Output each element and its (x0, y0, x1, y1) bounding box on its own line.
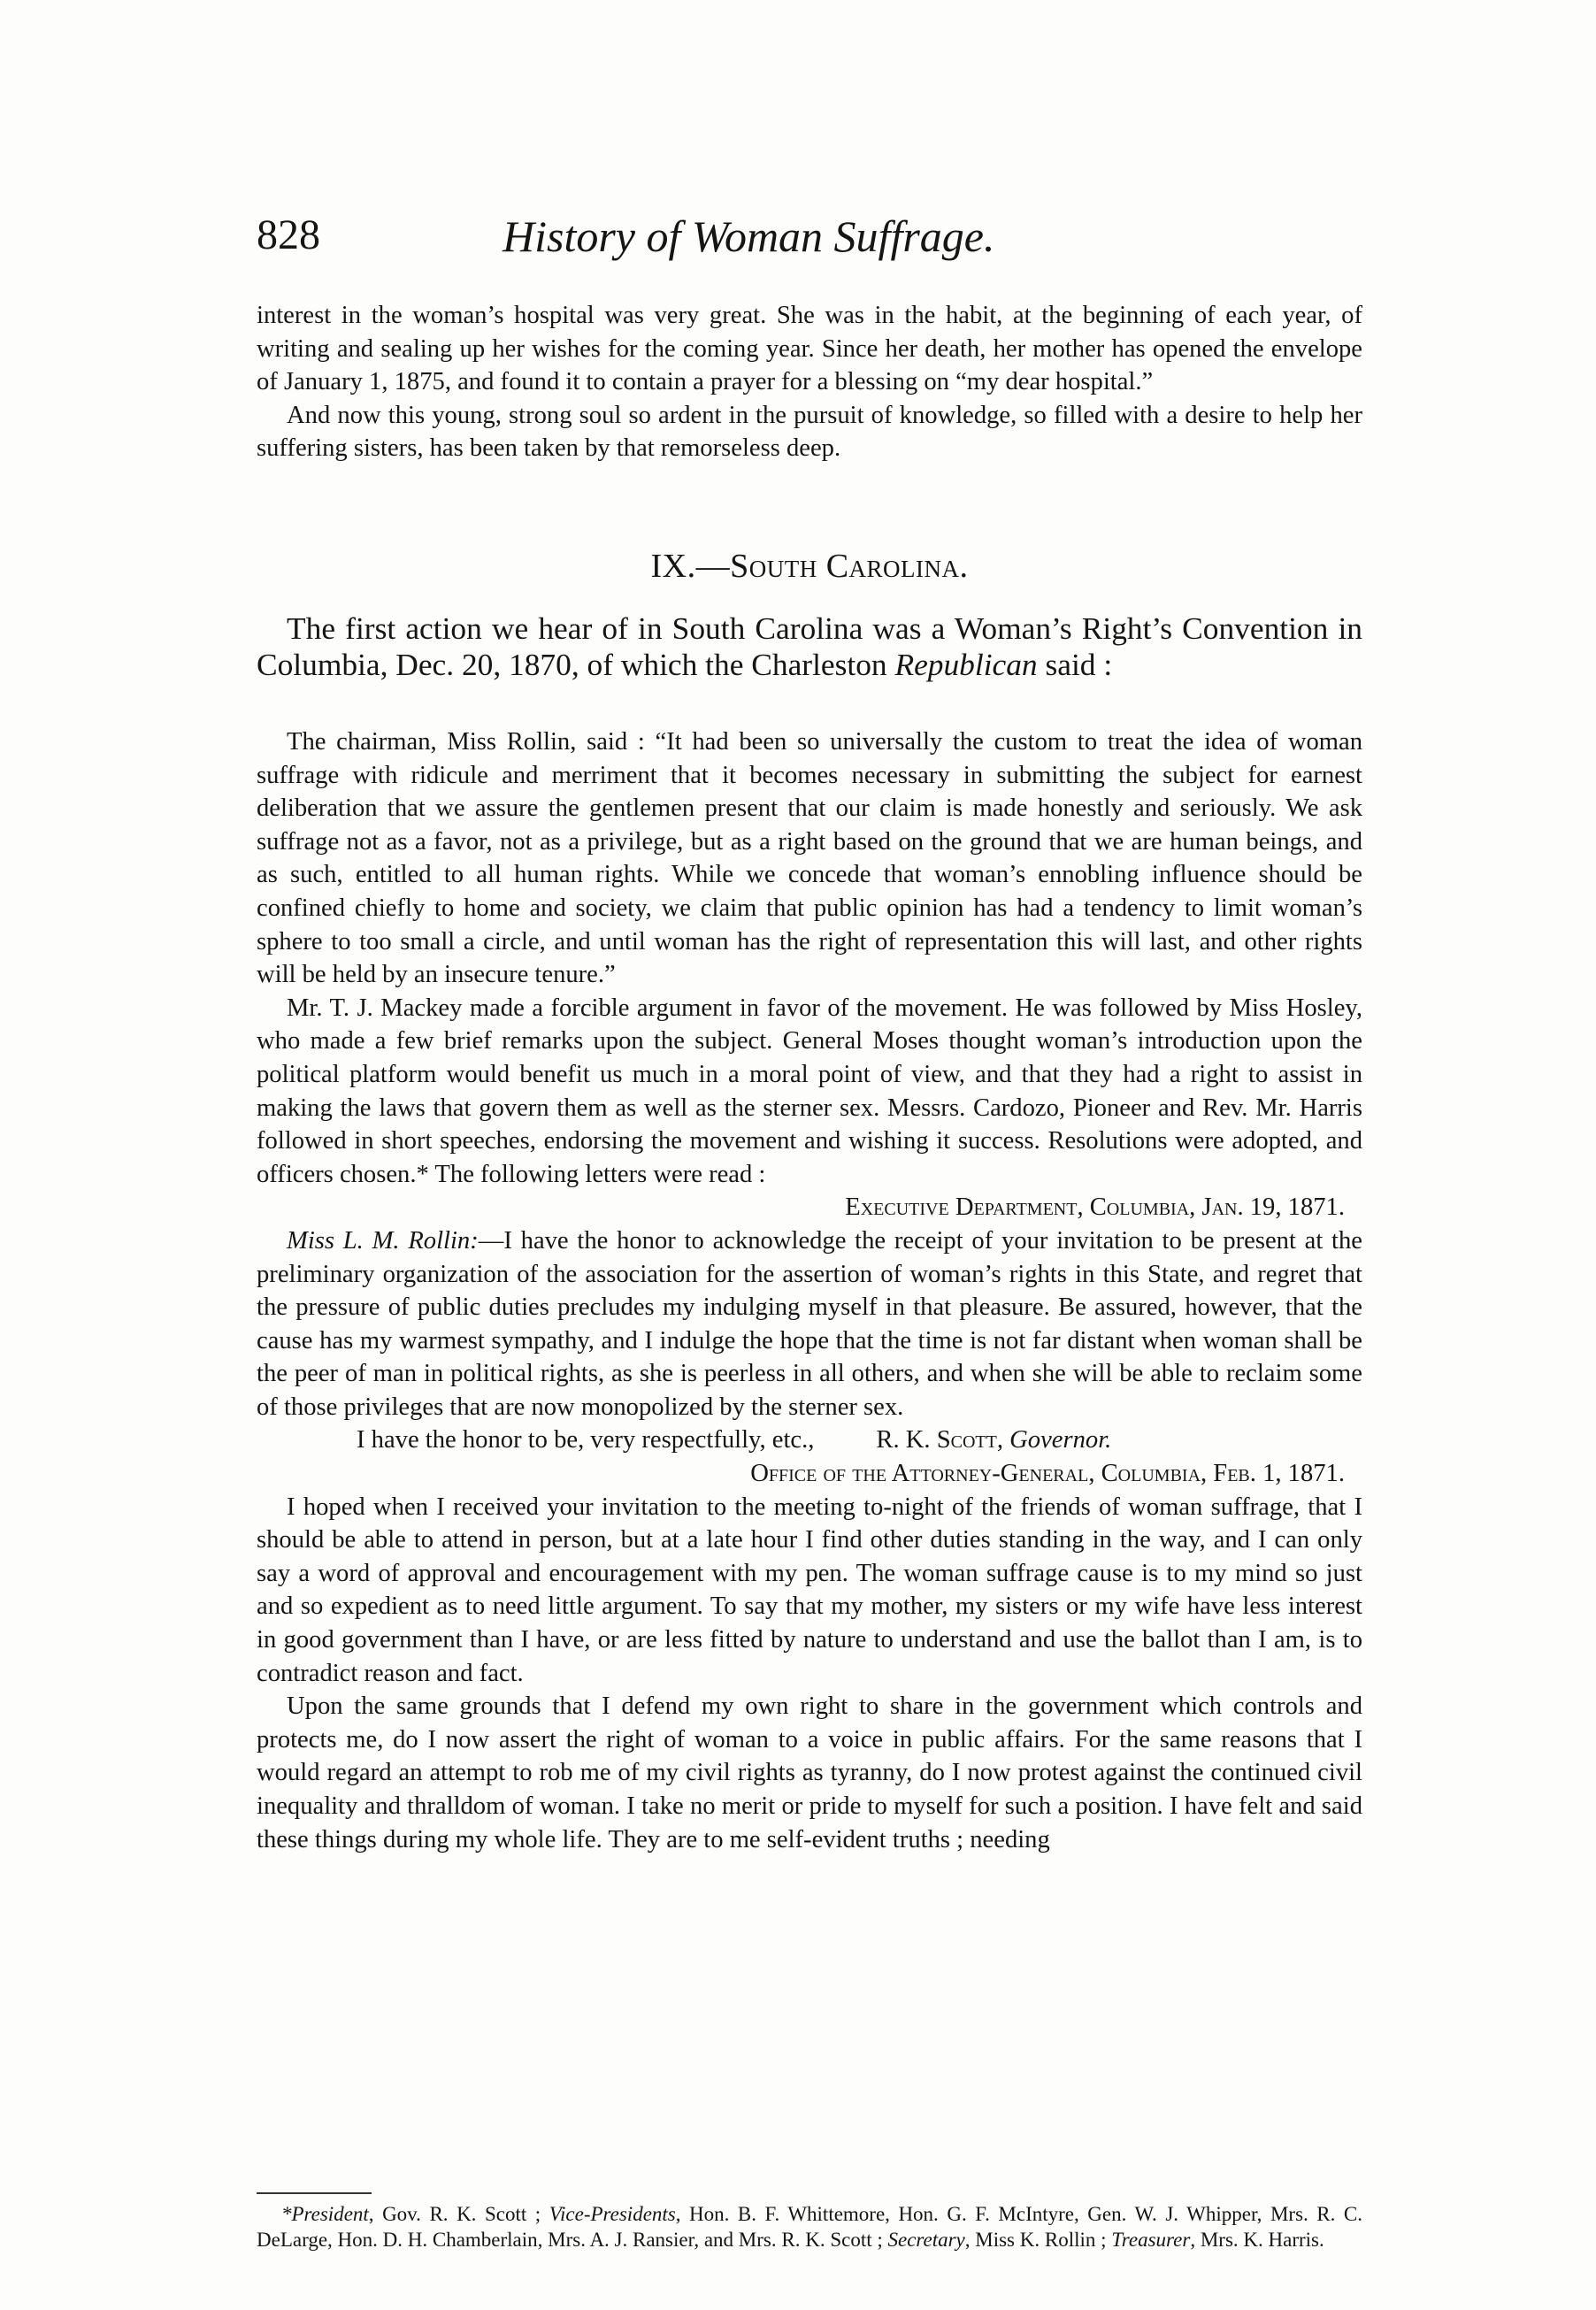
footnote (257, 2201, 1362, 2252)
letter-closing: I have the honor to be, very respectfully, etc., (357, 1426, 815, 1454)
page-header (257, 211, 1141, 281)
governor-letter (257, 1224, 1362, 1424)
footnote-divider (257, 2192, 372, 2194)
footnote-president-text: , Gov. R. K. Scott ; (368, 2203, 549, 2225)
paragraph-remorseless-deep: And now this young, strong soul so ardent in the pursuit of knowledge, so filled with a desire to help her suffering sisters, has been taken by that remorseless deep. (257, 401, 1362, 463)
letter-body: —I have the honor to acknowledge the receipt of your invitation to be present at the preliminary organization of the association for the assertion of woman’s rights in this State, and regret that the pressure of public duties precludes my indulging myself in that pleasure. Be assured, however, that the cause has my warmest sympathy, and I indulge the hope that the time is not far distant when woman shall be the peer of man in political rights, as she is peerless in all others, and when she will be able to reclaim some of those privileges that are now monopolized by the sterner sex. (257, 1226, 1362, 1421)
footnote-secretary-text: , Miss K. Rollin ; (964, 2229, 1112, 2251)
running-title: History of Woman Suffrage. (503, 211, 995, 261)
executive-department-dateline (257, 1191, 1362, 1224)
signer-name: R. K. Scott, (876, 1426, 1003, 1454)
intro-ending: said : (1037, 647, 1113, 683)
main-body-text (257, 725, 1362, 1856)
paragraph-hospital: interest in the woman’s hospital was very great. She was in the habit, at the beginning of each year, of writing and sealing up her wishes for the coming year. Since her death, her mother has opened the envelope of January 1, 1875, and found it to contain a prayer for a blessing on “my dear hospital.” (257, 302, 1362, 396)
page-number: 828 (257, 211, 320, 258)
publication-name: Republican (894, 647, 1038, 683)
dateline-date: , Columbia, Jan. 19, 1871. (1077, 1193, 1345, 1222)
attorney-general-dateline (257, 1457, 1362, 1491)
attorney-letter-paragraph-one: I hoped when I received your invitation to the meeting to-night of the friends of woman suffrage, that I should be able to attend in person, but at a late hour I find other duties standing in the way, and I can only say a word of approval and encouragement with my pen. The woman suffrage cause is to my mind so just and so expedient as to need little argument. To say that my mother, my sisters or my wife have less interest in good government than I have, or are less fitted by nature to understand and use the ballot than I am, is to contradict reason and fact. (257, 1493, 1362, 1687)
department-name: Executive Department (845, 1193, 1078, 1222)
rollin-quotation: The chairman, Miss Rollin, said : “It had been so universally the custom to treat the idea of woman suffrage with ridicule and merriment that it becomes necessary in submitting the subject for earnest deliberation that we assure the gentlemen present that our claim is made honestly and seriously. We ask suffrage not as a favor, not as a privilege, but as a right based on the ground that we are human beings, and as such, entitled to all human rights. While we concede that woman’s ennobling influence should be confined chiefly to home and society, we claim that public opinion has had a tendency to limit woman’s sphere to too small a circle, and until woman has the right of representation this will last, and other rights will be held by an insecure tenure.” (257, 728, 1362, 989)
attorney-letter-paragraph-two: Upon the same grounds that I defend my own right to share in the government which controls and protects me, do I now assert the right of woman to a voice in public affairs. For the same reasons that I would regard an attempt to rob me of my civil rights as tyranny, do I now protest against the continued civil inequality and thralldom of woman. I take no merit or pride to myself for such a position. I have felt and said these things during my whole life. They are to me self-evident truths ; needing (257, 1692, 1362, 1853)
footnote-treasurer-text: , Mrs. K. Harris. (1190, 2229, 1324, 2251)
intro-text: The first action we hear of in South Carolina was a Woman’s Right’s Convention in Columbia, Dec. 20, 1870, of which the Charleston (257, 610, 1362, 683)
footnote-president-label: *President (281, 2203, 369, 2225)
letter-salutation: Miss L. M. Rollin: (287, 1226, 479, 1255)
section-intro (257, 610, 1362, 684)
mackey-paragraph: Mr. T. J. Mackey made a forcible argument in favor of the movement. He was followed by Miss Hosley, who made a few brief remarks upon the subject. General Moses thought woman’s introduction upon the political platform would benefit us much in a moral point of view, and that they had a right to assist in making the laws that govern them as well as the sterner sex. Messrs. Cardozo, Pioneer and Rev. Mr. Harris followed in short speeches, endorsing the movement and wishing it success. Resolutions were adopted, and officers chosen.* The following letters were read : (257, 994, 1362, 1188)
footnote-treasurer-label: Treasurer (1111, 2229, 1191, 2251)
section-heading: IX.—South Carolina. (650, 548, 969, 585)
attorney-dateline-date: , Columbia, Feb. 1, 1871. (1088, 1460, 1345, 1488)
signer-title: Governor. (1009, 1426, 1112, 1454)
opening-text (257, 299, 1362, 465)
letter-signature (257, 1424, 1362, 1457)
footnote-secretary-label: Secretary (887, 2229, 965, 2251)
attorney-office-name: Office of the Attorney-General (750, 1460, 1089, 1488)
footnote-vice-text: , Hon. B. F. Whittemore, Hon. G. F. McIntyre, Gen. W. J. Whipper, Mrs. R. C. DeLarge, Hon. D. H. Chamberlain, Mrs. A. J. Ransier, and Mrs. R. K. Scott ; (257, 2203, 1362, 2251)
footnote-vice-label: Vice-Presidents (549, 2203, 676, 2225)
